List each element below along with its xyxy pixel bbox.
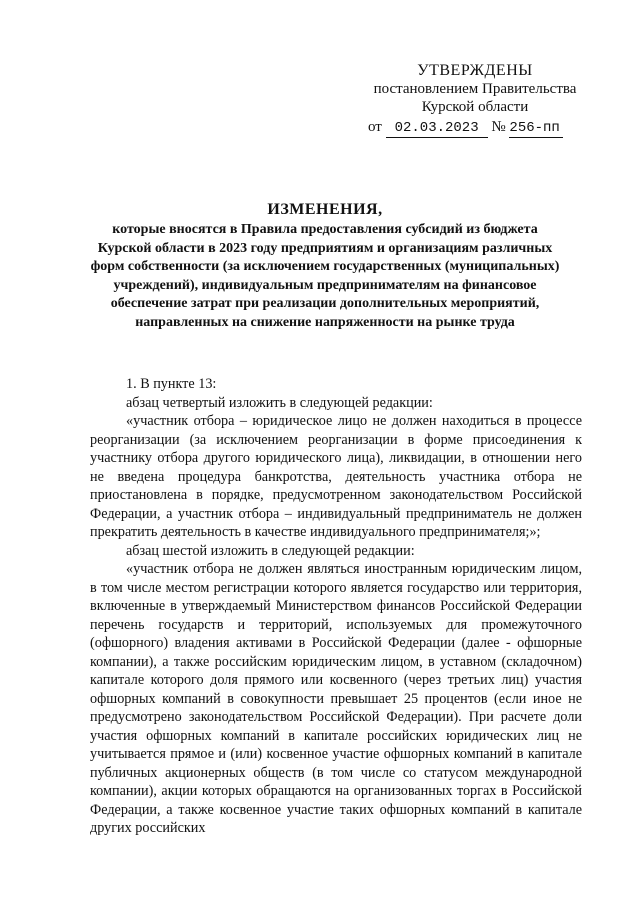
heading-subtitle: которые вносятся в Правила предоставления субсидий из бюджета Курской области в 2023 году предприятиям и организациям различных форм собственности (за исключением государственных (муниципальных) учреждений), индивидуальным предпринимателям на финансовое обеспечение затрат при реализации дополнительных мероприятий, направленных на снижение напряженности на рынке труда (90, 222, 560, 330)
approval-date-line (368, 118, 598, 138)
approval-title: УТВЕРЖДЕНЫ (417, 62, 533, 79)
approval-line-2: Курской области (421, 99, 529, 115)
paragraph-2: абзац четвертый изложить в следующей редакции: (126, 394, 433, 411)
number-label: № (491, 119, 506, 135)
date-prefix: от (368, 119, 382, 135)
approval-number: 256-пп (509, 119, 563, 138)
document-body (90, 375, 582, 838)
document-heading (90, 200, 560, 332)
approval-date: 02.03.2023 (386, 119, 488, 138)
approval-line-1: постановлением Правительства (373, 81, 577, 97)
approval-block (360, 62, 590, 136)
heading-title: ИЗМЕНЕНИЯ, (267, 201, 383, 218)
paragraph-5: «участник отбора не должен являться иностранным юридическим лицом, в том числе местом регистрации которого является государство или территория, включенные в утверждаемый Министерством финансов Российской Федерации перечень государств и территорий, используемых для промежуточного (офшорного) владения активами в Российской Федерации (далее - офшорные компании), а также российским юридическим лицом, в уставном (складочном) капитале которого доля прямого или косвенного (через третьих лиц) участия офшорных компаний в совокупности превышает 25 процентов (если иное не предусмотрено законодательством Российской Федерации). При расчете доли участия офшорных компаний в капитале российских юридических лиц не учитывается прямое и (или) косвенное участие офшорных компаний в капитале публичных акционерных обществ (в том числе со статусом международной компании), акции которых обращаются на организованных торгах в Российской Федерации, а также косвенное участие таких офшорных компаний в капитале других российских (90, 561, 582, 836)
paragraph-3: «участник отбора – юридическое лицо не должен находиться в процессе реорганизации (за исключением реорганизации в форме присоединения к участнику отбора другого юридического лица), ликвидации, в отношении него не введена процедура банкротства, деятельность участника отбора не приостановлена в порядке, предусмотренном законодательством Российской Федерации, а участник отбора – индивидуальный предприниматель не должен прекратить деятельность в качестве индивидуального предпринимателя;»; (90, 413, 582, 540)
paragraph-1: 1. В пункте 13: (126, 376, 217, 392)
paragraph-4: абзац шестой изложить в следующей редакции: (126, 542, 415, 559)
